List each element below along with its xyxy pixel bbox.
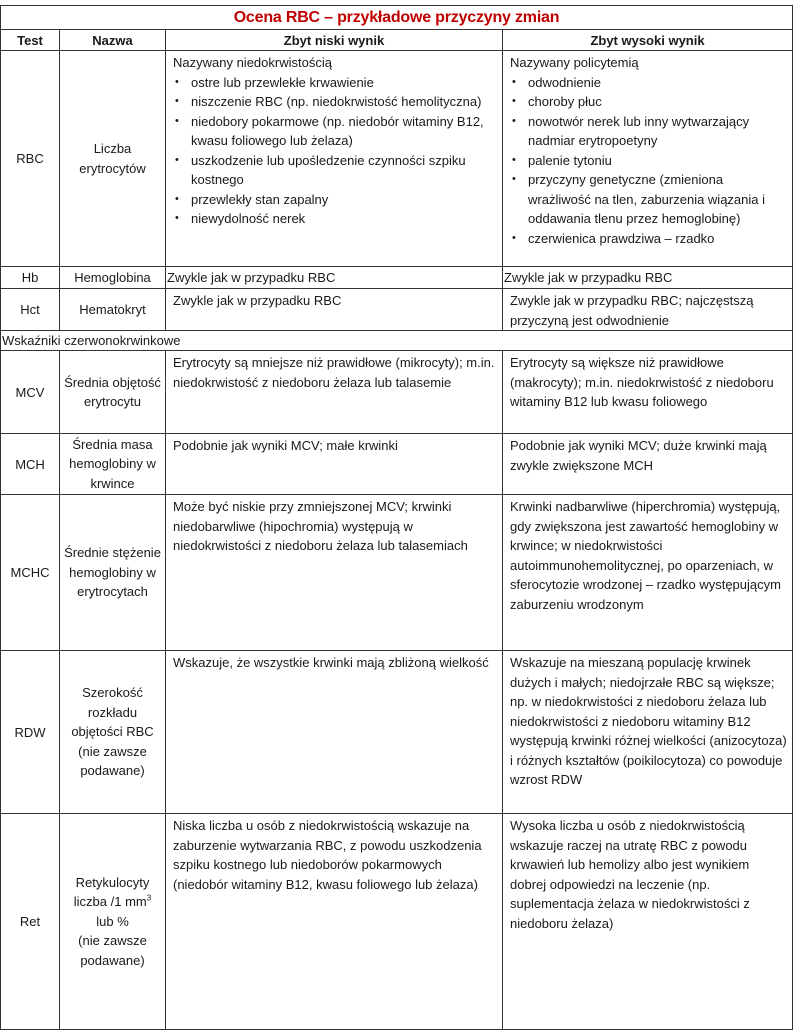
test-code: Hct — [1, 289, 60, 331]
test-name-line: lub % — [96, 913, 129, 929]
low-result-cell: Niska liczba u osób z niedokrwistością wskazuje na zaburzenie wytwarzania RBC, z powodu uszkodzenia szpiku kostnego lub niedoborów pokarmowych (niedobór witaminy B12, kwasu foliowego lub żelaza) — [166, 814, 503, 1030]
test-name — [60, 814, 166, 1030]
table-row-mcv — [1, 351, 793, 434]
low-result-cell: Zwykle jak w przypadku RBC — [166, 289, 503, 331]
table-title-row — [1, 6, 793, 30]
list-item: • niewydolność nerek — [173, 209, 497, 229]
table-row-rdw — [1, 651, 793, 814]
high-result-cell: Podobnie jak wyniki MCV; duże krwinki mają zwykle zwiększone MCH — [503, 434, 793, 495]
high-result-cell — [503, 51, 793, 267]
test-code: MCH — [1, 434, 60, 495]
unit-superscript: 3 — [146, 893, 152, 903]
header-high: Zbyt wysoki wynik — [503, 30, 793, 51]
test-name: Hematokryt — [60, 289, 166, 331]
table-row-mch — [1, 434, 793, 495]
table-row-hct — [1, 289, 793, 331]
high-result-cell: Zwykle jak w przypadku RBC; najczęstszą przyczyną jest odwodnienie — [503, 289, 793, 331]
low-result-cell: Erytrocyty są mniejsze niż prawidłowe (mikrocyty); m.in. niedokrwistość z niedoboru żelaza lub talasemie — [166, 351, 503, 434]
test-code: RBC — [1, 51, 60, 267]
test-code: MCHC — [1, 495, 60, 651]
list-item: • ostre lub przewlekłe krwawienie — [173, 73, 497, 93]
rbc-causes-table — [0, 5, 793, 1030]
low-intro: Nazywany niedokrwistością — [173, 55, 332, 70]
high-result-cell: Erytrocyty są większe niż prawidłowe (makrocyty); m.in. niedokrwistość z niedoboru witaminy B12 lub kwasu foliowego — [503, 351, 793, 434]
low-result-cell: Podobnie jak wyniki MCV; małe krwinki — [166, 434, 503, 495]
table-title: Ocena RBC – przykładowe przyczyny zmian — [1, 6, 793, 30]
test-code: Ret — [1, 814, 60, 1030]
list-item: • palenie tytoniu — [510, 151, 787, 171]
test-name-note: (nie zawsze podawane) — [78, 933, 147, 968]
list-item: • nowotwór nerek lub inny wytwarzający nadmiar erytropoetyny — [510, 112, 787, 151]
test-code: MCV — [1, 351, 60, 434]
list-item: • przyczyny genetyczne (zmieniona wrażliwość na tlen, zaburzenia wiązania i oddawania tlenu przez hemoglobinę) — [510, 170, 787, 229]
list-item: • uszkodzenie lub upośledzenie czynności szpiku kostnego — [173, 151, 497, 190]
header-name: Nazwa — [60, 30, 166, 51]
high-result-cell: Wysoka liczba u osób z niedokrwistością wskazuje raczej na utratę RBC z powodu krwawień lub hemolizy albo jest wynikiem dobrej odpowiedzi na leczenie (np. suplementacja żelaza w niedokrwistości z niedoboru żelaza) — [503, 814, 793, 1030]
table-row-rbc — [1, 51, 793, 267]
high-causes-list — [510, 73, 787, 249]
high-result-cell: Zwykle jak w przypadku RBC — [503, 267, 793, 289]
test-name: Średnia masa hemoglobiny w krwince — [60, 434, 166, 495]
list-item: • niszczenie RBC (np. niedokrwistość hemolityczna) — [173, 92, 497, 112]
section-label: Wskaźniki czerwonokrwinkowe — [1, 331, 793, 351]
low-result-cell: Może być niskie przy zmniejszonej MCV; krwinki niedobarwliwe (hipochromia) występują w niedokrwistości z niedoboru żelaza lub talasemiach — [166, 495, 503, 651]
high-result-cell: Wskazuje na mieszaną populację krwinek dużych i małych; niedojrzałe RBC są większe; np. w niedokrwistości z niedoboru żelaza lub niedokrwistości z niedoboru witaminy B12 występują krwinki różnej wielkości (anizocytoza) i różnych kształtów (poikilocytoza) co powoduje wzrost RDW — [503, 651, 793, 814]
low-result-cell: Wskazuje, że wszystkie krwinki mają zbliżoną wielkość — [166, 651, 503, 814]
test-name: Hemoglobina — [60, 267, 166, 289]
test-name: Średnia objętość erytrocytu — [60, 351, 166, 434]
low-result-cell: Zwykle jak w przypadku RBC — [166, 267, 503, 289]
list-item: • czerwienica prawdziwa – rzadko — [510, 229, 787, 249]
list-item: • odwodnienie — [510, 73, 787, 93]
table-row-mchc — [1, 495, 793, 651]
test-name: Średnie stężenie hemoglobiny w erytrocytach — [60, 495, 166, 651]
table-row-hb — [1, 267, 793, 289]
unit-text: liczba /1 mm — [73, 894, 147, 910]
low-causes-list — [173, 73, 497, 229]
table-header-row — [1, 30, 793, 51]
test-code: Hb — [1, 267, 60, 289]
test-name: Szerokość rozkładu objętości RBC (nie zawsze podawane) — [60, 651, 166, 814]
test-name-line: Retykulocyty — [75, 874, 150, 890]
rbc-causes-table-sheet — [0, 5, 792, 1030]
list-item: • przewlekły stan zapalny — [173, 190, 497, 210]
high-intro: Nazywany policytemią — [510, 55, 639, 70]
test-code: RDW — [1, 651, 60, 814]
test-name-unit — [61, 892, 164, 912]
low-result-cell — [166, 51, 503, 267]
header-low: Zbyt niski wynik — [166, 30, 503, 51]
table-row-ret — [1, 814, 793, 1030]
list-item: • niedobory pokarmowe (np. niedobór witaminy B12, kwasu foliowego lub żelaza) — [173, 112, 497, 151]
high-result-cell: Krwinki nadbarwliwe (hiperchromia) występują, gdy zwiększona jest zawartość hemoglobiny w krwince; w niedokrwistości autoimmunohemolitycznej, po oparzeniach, w sferocytozie wrodzonej – rzadko występującym zaburzeniu wrodzonym — [503, 495, 793, 651]
list-item: • choroby płuc — [510, 92, 787, 112]
test-name: Liczba erytrocytów — [60, 51, 166, 267]
header-test: Test — [1, 30, 60, 51]
section-row — [1, 331, 793, 351]
